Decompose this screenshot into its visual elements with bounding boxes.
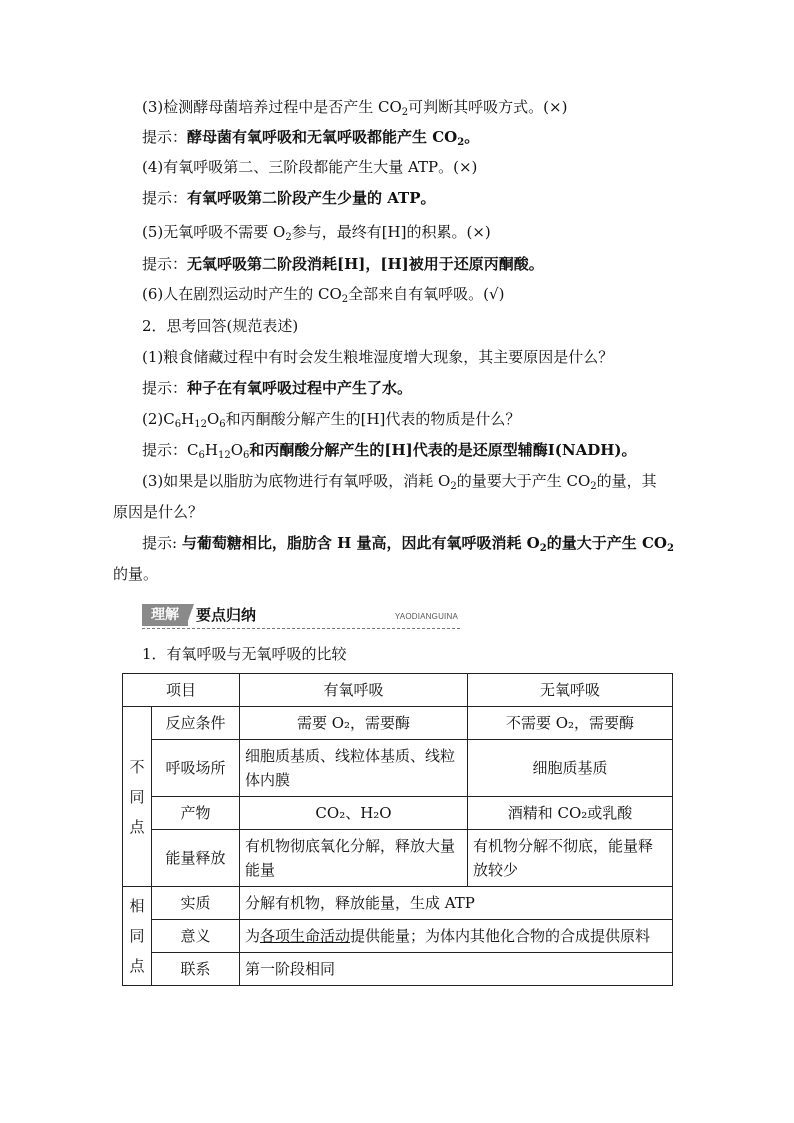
row-label: 联系 [152,953,240,986]
cell-shared: 为各项生命活动提供能量；为体内其他化合物的合成提供原料 [240,920,673,953]
question-3-line1: (3)如果是以脂肪为底物进行有氧呼吸，消耗 $O_2$的量要大于产生 $CO_2$的量，其 [142,472,657,492]
judge-item-5: (5)无氧呼吸不需要 $O_2$参与，最终有[H]的积累。(×) [142,223,491,243]
cell-shared: 分解有机物，释放能量，生成 ATP [240,887,673,920]
section2-heading: 2．思考回答(规范表述) [142,317,299,335]
row-label: 呼吸场所 [152,740,240,797]
cell-anaerobic: 酒精和 CO₂或乳酸 [468,797,673,830]
table-title: 1．有氧呼吸与无氧呼吸的比较 [142,645,347,663]
cell-anaerobic: 不需要 O₂，需要酶 [468,707,673,740]
hint-4: 提示：有氧呼吸第二阶段产生少量的 ATP。 [142,189,436,207]
table-row [123,953,673,986]
cell-aerobic: 有机物彻底氧化分解，释放大量能量 [240,830,468,887]
cell-aerobic: 需要 O₂，需要酶 [240,707,468,740]
comparison-table [122,673,673,986]
row-label: 意义 [152,920,240,953]
row-label: 能量释放 [152,830,240,887]
table-row [123,707,673,740]
header-aerobic: 有氧呼吸 [240,674,468,707]
judge-item-6: (6)人在剧烈运动时产生的 $CO_2$全部来自有氧呼吸。(√) [142,285,505,305]
table-header-row [123,674,673,707]
table-row [123,887,673,920]
row-label: 产物 [152,797,240,830]
table-row [123,830,673,887]
banner-tag: 理解 [142,604,188,626]
cell-shared: 第一阶段相同 [240,953,673,986]
question-1: (1)粮食储藏过程中有时会发生粮堆湿度增大现象，其主要原因是什么？ [142,348,614,366]
table-row [123,797,673,830]
header-anaerobic: 无氧呼吸 [468,674,673,707]
hint-5: 提示：无氧呼吸第二阶段消耗[H]，[H]被用于还原丙酮酸。 [142,255,544,273]
cell-aerobic: CO₂、H₂O [240,797,468,830]
hint-3: 提示：酵母菌有氧呼吸和无氧呼吸都能产生 $CO_2$。 [142,128,480,148]
cell-aerobic: 细胞质基质、线粒体基质、线粒体内膜 [240,740,468,797]
banner-slash [186,604,194,626]
table-row [123,740,673,797]
banner-title: 要点归纳 [196,606,257,624]
section-banner [142,604,460,626]
group-label-diff: 不 同 点 [123,707,152,887]
cell-anaerobic: 有机物分解不彻底，能量释放较少 [468,830,673,887]
answer-2: 提示：$C_6H_{12}O_6$和丙酮酸分解产生的[H]代表的是还原型辅酶Ⅰ(NADH)。 [142,441,637,461]
banner-pinyin: YAODIANGUINA [394,612,458,621]
banner-rule [142,628,460,629]
judge-item-4: (4)有氧呼吸第二、三阶段都能产生大量 ATP。(×) [142,158,478,176]
question-2: $(2)C_6H_{12}O_6$和丙酮酸分解产生的[H]代表的物质是什么？ [142,410,521,430]
answer-3-line1: 提示: 与葡萄糖相比，脂肪含 H 量高，因此有氧呼吸消耗 $O_2$的量大于产生 $CO_2$ [142,534,674,554]
cell-anaerobic: 细胞质基质 [468,740,673,797]
answer-1: 提示：种子在有氧呼吸过程中产生了水。 [142,379,413,397]
judge-item-3: (3)检测酵母菌培养过程中是否产生 $CO_2$可判断其呼吸方式。(×) [142,98,568,118]
group-label-same: 相 同 点 [123,887,152,986]
underlined-text: 各项生命活动 [260,927,351,945]
row-label: 反应条件 [152,707,240,740]
question-3-line2: 原因是什么？ [113,503,204,521]
header-item: 项目 [123,674,240,707]
table-row [123,920,673,953]
answer-3-line2: 的量。 [113,565,159,583]
row-label: 实质 [152,887,240,920]
